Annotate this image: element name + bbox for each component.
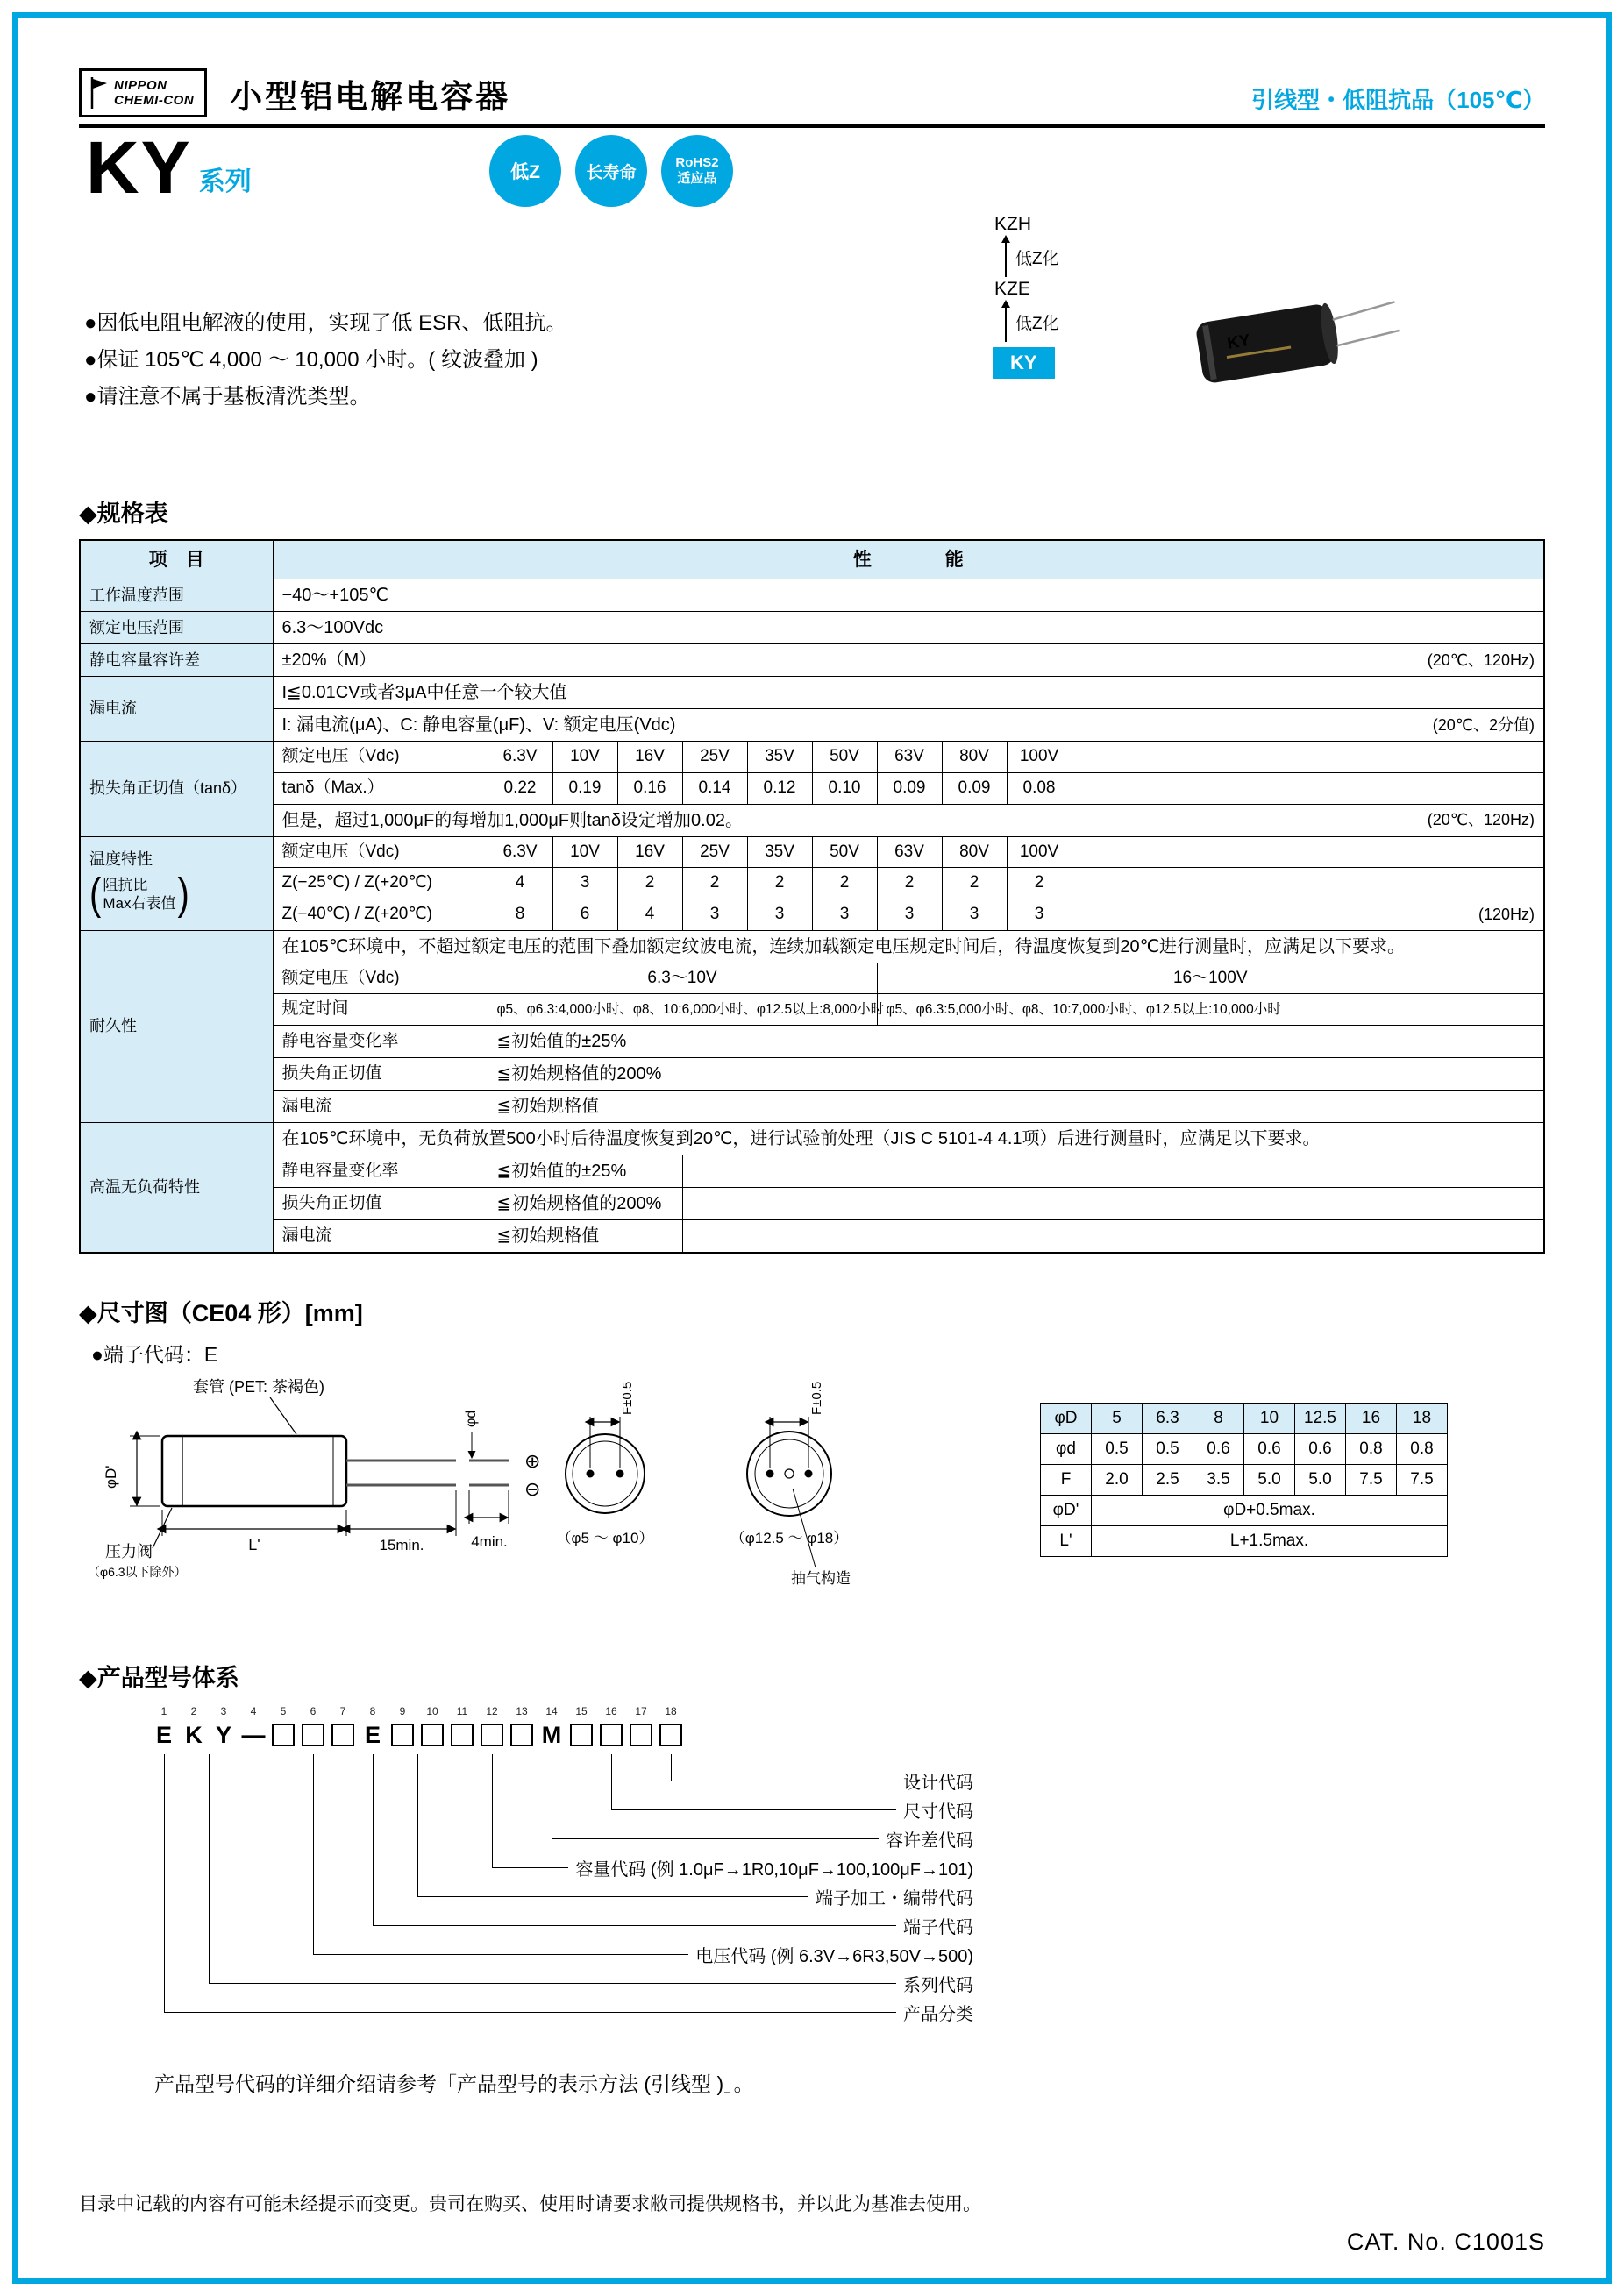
- capacitor-photo: [1177, 272, 1405, 416]
- code-char: K: [185, 1722, 203, 1749]
- dim-cell: 5: [1092, 1404, 1143, 1434]
- z25-cell: 2: [942, 868, 1007, 899]
- tand-remark: 但是，超过1,000μF的每增加1,000μF则tanδ设定增加0.02。: [281, 810, 743, 830]
- connector-line: [373, 1925, 896, 1926]
- dim-cell: 2.0: [1092, 1465, 1143, 1496]
- spec-row-tempchar-voltages: [80, 836, 1544, 868]
- connector-line: [313, 1754, 314, 1954]
- spec-row-endurance-time: [80, 994, 1544, 1026]
- terminal-code: ●端子代码：E: [91, 1343, 218, 1367]
- z40-cell: 3: [1007, 899, 1072, 931]
- feature-list: [84, 305, 567, 416]
- code-box: [481, 1724, 503, 1746]
- spec-row-shelf-tand: [80, 1188, 1544, 1220]
- row-label: 额定电压范围: [80, 612, 273, 644]
- endurance-volt-label: 额定电压（Vdc): [273, 963, 488, 994]
- tempchar-title: 温度特性: [89, 850, 153, 868]
- connector-line: [373, 1754, 374, 1925]
- row-label: 工作温度范围: [80, 579, 273, 612]
- code-field-label: 尺寸代码: [903, 1802, 973, 1823]
- part-number-heading: ◆产品型号体系: [79, 1665, 239, 1692]
- page-title: 小型铝电解电容器: [230, 79, 511, 115]
- f-dim-label: F±0.5: [620, 1381, 635, 1416]
- connector-line: [611, 1809, 896, 1810]
- dim-span-cell: L+1.5max.: [1092, 1526, 1448, 1557]
- tand-voltage-cell: 25V: [682, 742, 747, 773]
- plus-polarity-icon: ⊕: [524, 1450, 541, 1473]
- filler-cell: [682, 1220, 1544, 1254]
- tempchar-voltage-cell: 16V: [617, 836, 682, 868]
- dimension-drawing: [79, 1373, 1008, 1618]
- dim-col-label: L': [1041, 1526, 1092, 1557]
- code-box: [630, 1724, 652, 1746]
- code-box: [451, 1724, 474, 1746]
- connector-line: [417, 1896, 808, 1897]
- z40-cell: 8: [488, 899, 552, 931]
- pressure-valve-label: 压力阀: [105, 1543, 153, 1561]
- z25-cell: 2: [682, 868, 747, 899]
- z25-cell: 3: [552, 868, 617, 899]
- spec-row-temp-range: [80, 579, 1544, 612]
- tand-value-cell: 0.19: [552, 772, 617, 804]
- dim-cell: 3.5: [1193, 1465, 1244, 1496]
- tempchar-voltage-cell: 80V: [942, 836, 1007, 868]
- connector-line: [492, 1754, 493, 1867]
- connector-line: [164, 1754, 165, 2012]
- up-arrow-icon: [1005, 237, 1007, 277]
- feature-item: ●因低电阻电解液的使用，实现了低 ESR、低阻抗。: [84, 311, 567, 335]
- spec-row-endurance-desc: [80, 930, 1544, 963]
- connector-line: [313, 1954, 688, 1955]
- row-value: 6.3～100Vdc: [273, 612, 1544, 644]
- spec-row-tand-values: [80, 772, 1544, 804]
- filler-cell: [682, 1188, 1544, 1220]
- code-field-label: 电压代码 (例 6.3V→6R3,50V→500): [695, 1947, 973, 1967]
- z40-cell: 3: [747, 899, 812, 931]
- feature-badges: [489, 135, 733, 207]
- series-name-group: [86, 126, 252, 209]
- minus-polarity-icon: ⊖: [524, 1478, 541, 1501]
- spec-header-item: 项 目: [80, 540, 273, 579]
- code-char: E: [155, 1722, 172, 1749]
- dim-table-header-row: [1041, 1404, 1448, 1434]
- phiD-dim-label: φD': [103, 1465, 119, 1489]
- tempchar-voltage-cell: 63V: [877, 836, 942, 868]
- code-field-label: 端子加工・编带代码: [816, 1889, 973, 1909]
- dim-span-cell: φD+0.5max.: [1092, 1496, 1448, 1526]
- badge-rohs2: RoHS2 适应品: [661, 135, 733, 207]
- tand-value-cell: 0.09: [877, 772, 942, 804]
- photo-marking: KY: [1225, 331, 1252, 353]
- row-label: 耐久性: [80, 930, 273, 1122]
- connector-line: [209, 1983, 896, 1984]
- z40-cell: 6: [552, 899, 617, 931]
- product-category: 引线型・低阻抗品（105℃）: [1251, 87, 1545, 113]
- series-name: KY: [86, 126, 192, 209]
- capacitor-photo-drawing: [1177, 272, 1405, 412]
- row-label: 损失角正切值（tanδ）: [80, 742, 273, 836]
- criteria-value: ≦初始值的±25%: [488, 1155, 682, 1188]
- z40-label: Z(−40℃) / Z(+20℃): [273, 899, 488, 931]
- row-label: 高温无负荷特性: [80, 1123, 273, 1254]
- tempchar-voltage-cell: 50V: [812, 836, 877, 868]
- z25-cell: 2: [877, 868, 942, 899]
- logo-text: [114, 78, 194, 109]
- row-value: ±20%（M）: [281, 650, 377, 671]
- filler-cell: [1072, 742, 1544, 773]
- z25-cell: 2: [617, 868, 682, 899]
- lineage-arrow: 低Z化: [1005, 237, 1059, 277]
- lead-length-dim-label: 15min.: [379, 1537, 424, 1554]
- dim-cell: 5.0: [1244, 1465, 1295, 1496]
- criteria-value: ≦初始规格值的200%: [488, 1188, 682, 1220]
- dim-cell: 12.5: [1295, 1404, 1346, 1434]
- criteria-label: 静电容量变化率: [273, 1155, 488, 1188]
- code-box: [570, 1724, 593, 1746]
- tempchar-voltage-cell: 100V: [1007, 836, 1072, 868]
- spec-row-endurance-tand: [80, 1058, 1544, 1091]
- dim-cell: 10: [1244, 1404, 1295, 1434]
- tand-voltage-cell: 35V: [747, 742, 812, 773]
- tand-value-cell: 0.12: [747, 772, 812, 804]
- tand-voltage-cell: 80V: [942, 742, 1007, 773]
- criteria-label: 漏电流: [273, 1220, 488, 1254]
- z40-cell: 3: [877, 899, 942, 931]
- endurance-range1: 6.3～10V: [488, 963, 877, 994]
- code-box: [331, 1724, 354, 1746]
- connector-line: [209, 1754, 210, 1983]
- z40-cell: 3: [812, 899, 877, 931]
- logo-flag-icon: [89, 75, 108, 110]
- z40-cell: 3: [682, 899, 747, 931]
- filler-cell: [1072, 868, 1544, 899]
- filler-cell: [682, 1155, 1544, 1188]
- code-field-label: 容许差代码: [886, 1831, 973, 1852]
- dimensions-heading: ◆尺寸图（CE04 形）[mm]: [79, 1300, 363, 1327]
- leakage-legend: I: 漏电流(μA)、C: 静电容量(μF)、V: 额定电压(Vdc): [281, 715, 676, 736]
- lineage-kzh: KZH: [994, 214, 1031, 234]
- L-dim-label: L': [248, 1536, 260, 1554]
- condition-note: (20℃、120Hz): [1427, 650, 1535, 669]
- row-label: 静电容量容许差: [80, 644, 273, 677]
- dim-cell: 5.0: [1295, 1465, 1346, 1496]
- page-footer: [79, 2179, 1545, 2256]
- feature-item: ●保证 105℃ 4,000 ～ 10,000 小时。( 纹波叠加 ): [84, 348, 538, 372]
- code-field-label: 系列代码: [903, 1976, 973, 1996]
- criteria-label: 漏电流: [273, 1091, 488, 1123]
- tand-voltage-cell: 6.3V: [488, 742, 552, 773]
- endurance-time2: φ5、φ6.3:5,000小时、φ8、10:7,000小时、φ12.5以上:10,000小时: [877, 994, 1544, 1026]
- tempchar-volt-label: 额定电压（Vdc): [273, 836, 488, 868]
- code-char: E: [364, 1722, 381, 1749]
- dim-cell: 16: [1346, 1404, 1397, 1434]
- z25-cell: 2: [1007, 868, 1072, 899]
- tand-voltage-cell: 16V: [617, 742, 682, 773]
- criteria-label: 损失角正切值: [273, 1188, 488, 1220]
- row-value: −40～+105℃: [273, 579, 1544, 612]
- criteria-value: ≦初始规格值的200%: [488, 1058, 1544, 1091]
- dim-cell: 0.5: [1092, 1434, 1143, 1465]
- criteria-label: 损失角正切值: [273, 1058, 488, 1091]
- tand-value-cell: 0.16: [617, 772, 682, 804]
- tand-volt-label: 额定电压（Vdc): [273, 742, 488, 773]
- series-lineage-diagram: [993, 214, 1059, 379]
- spec-table: [79, 539, 1545, 1254]
- filler-cell: [1072, 836, 1544, 868]
- logo-line2: CHEMI-CON: [114, 93, 195, 108]
- code-box: [600, 1724, 623, 1746]
- dim-cell: 0.6: [1244, 1434, 1295, 1465]
- sleeve-label: 套管 (PET: 茶褐色): [193, 1378, 325, 1397]
- tempchar-voltage-cell: 25V: [682, 836, 747, 868]
- spec-row-z40: [80, 899, 1544, 931]
- code-box: [272, 1724, 295, 1746]
- criteria-label: 静电容量变化率: [273, 1026, 488, 1058]
- f-dim-label: F±0.5: [809, 1381, 824, 1416]
- criteria-value: ≦初始规格值: [488, 1220, 682, 1254]
- dim-cell: 7.5: [1346, 1465, 1397, 1496]
- part-number-code-row: 1 E 2 K 3 Y 4 — 5 6 7 8 E 9 10 11 12 13 14 M 15 16 17 18: [149, 1705, 973, 1750]
- spec-row-endurance-cap: [80, 1026, 1544, 1058]
- spec-header-row: [80, 540, 1544, 579]
- code-char: M: [541, 1722, 562, 1749]
- dimension-table: [1040, 1403, 1448, 1557]
- filler-cell: [1072, 772, 1544, 804]
- spec-row-cap-tolerance: [80, 644, 1544, 677]
- row-label: [80, 836, 273, 930]
- phid-dim-label: φd: [464, 1410, 479, 1428]
- condition-note: (20℃、2分值): [1432, 715, 1535, 734]
- series-suffix: 系列: [198, 167, 252, 196]
- z25-cell: 2: [747, 868, 812, 899]
- endurance-description: 在105℃环境中，不超过额定电压的范围下叠加额定纹波电流，连续加载额定电压规定时间后，待温度恢复到20℃进行测量时，应满足以下要求。: [273, 930, 1544, 963]
- endurance-range2: 16～100V: [877, 963, 1544, 994]
- code-box: [302, 1724, 324, 1746]
- end-view2-label: （φ12.5 ～ φ18）: [730, 1530, 849, 1547]
- dim-cell: 6.3: [1143, 1404, 1193, 1434]
- z25-label: Z(−25℃) / Z(+20℃): [273, 868, 488, 899]
- tand-max-label: tanδ（Max.）: [273, 772, 488, 804]
- dim-cell: 18: [1397, 1404, 1448, 1434]
- code-box: [421, 1724, 444, 1746]
- dim-cell: 7.5: [1397, 1465, 1448, 1496]
- series-section: [79, 126, 1545, 494]
- tempchar-subtitle: ( 阻抗比 Max右表值 ): [89, 871, 264, 917]
- spec-row-z25: [80, 868, 1544, 899]
- disclaimer-note: 目录中记载的内容有可能未经提示而变更。贵司在购买、使用时请要求敝司提供规格书，并以此为基准去使用。: [79, 2194, 981, 2214]
- pressure-valve-note: （φ6.3以下除外）: [88, 1565, 187, 1580]
- dim-cell: 0.8: [1397, 1434, 1448, 1465]
- dim-col-label: φd: [1041, 1434, 1092, 1465]
- condition-note: (20℃、120Hz): [1427, 810, 1535, 828]
- tip-length-dim-label: 4min.: [471, 1533, 508, 1551]
- tand-value-cell: 0.10: [812, 772, 877, 804]
- dim-col-label: φD': [1041, 1496, 1092, 1526]
- catalog-number: CAT. No. C1001S: [1346, 2228, 1545, 2255]
- spec-row-leakage: [80, 677, 1544, 709]
- header: [79, 68, 1545, 128]
- criteria-value: ≦初始规格值: [488, 1091, 1544, 1123]
- lineage-arrow: 低Z化: [1005, 302, 1059, 342]
- part-number-diagram: [149, 1705, 973, 2038]
- dim-cell: 0.8: [1346, 1434, 1397, 1465]
- big-paren-left: (: [89, 870, 102, 919]
- dim-col-label: F: [1041, 1465, 1092, 1496]
- connector-line: [417, 1754, 418, 1896]
- z25-cell: 2: [812, 868, 877, 899]
- tand-voltage-cell: 100V: [1007, 742, 1072, 773]
- criteria-value: ≦初始值的±25%: [488, 1026, 1544, 1058]
- dim-cell: 0.6: [1193, 1434, 1244, 1465]
- condition-note: (120Hz): [1072, 899, 1544, 931]
- tand-value-cell: 0.22: [488, 772, 552, 804]
- tand-voltage-cell: 10V: [552, 742, 617, 773]
- tand-value-cell: 0.08: [1007, 772, 1072, 804]
- tand-value-cell: 0.09: [942, 772, 1007, 804]
- badge-long-life: 长寿命: [575, 135, 647, 207]
- spec-row-shelf-cap: [80, 1155, 1544, 1188]
- code-field-label: 容量代码 (例 1.0μF→1R0,10μF→100,100μF→101): [575, 1860, 973, 1880]
- spec-row-voltage-range: [80, 612, 1544, 644]
- dim-table-row: [1041, 1434, 1448, 1465]
- connector-line: [164, 2012, 896, 2013]
- code-char: Y: [215, 1722, 231, 1749]
- part-number-note: 产品型号代码的详细介绍请参考「产品型号的表示方法 (引线型 )」。: [154, 2072, 754, 2096]
- dim-cell: 0.5: [1143, 1434, 1193, 1465]
- spec-row-endurance-ranges: [80, 963, 1544, 994]
- feature-item: ●请注意不属于基板清洗类型。: [84, 385, 371, 409]
- vent-label: 抽气构造: [791, 1570, 851, 1588]
- logo-line1: NIPPON: [114, 77, 167, 93]
- dim-cell: 8: [1193, 1404, 1244, 1434]
- code-field-label: 设计代码: [903, 1774, 973, 1794]
- lineage-ky-box: KY: [993, 347, 1055, 379]
- z40-cell: 3: [942, 899, 1007, 931]
- leakage-formula: I≦0.01CV或者3μA中任意一个较大值: [273, 677, 1544, 709]
- code-box: [659, 1724, 682, 1746]
- end-view1-label: （φ5 ～ φ10）: [556, 1530, 654, 1547]
- spec-row-endurance-leak: [80, 1091, 1544, 1123]
- spec-row-tand-remark: [80, 804, 1544, 836]
- dim-col-label: φD: [1041, 1404, 1092, 1434]
- connector-line: [552, 1838, 879, 1839]
- z40-cell: 4: [617, 899, 682, 931]
- row-label: 漏电流: [80, 677, 273, 742]
- spec-row-shelf-leak: [80, 1220, 1544, 1254]
- big-paren-right: ): [177, 870, 189, 919]
- endurance-time1: φ5、φ6.3:4,000小时、φ8、10:6,000小时、φ12.5以上:8,000小时: [488, 994, 877, 1026]
- tand-voltage-cell: 50V: [812, 742, 877, 773]
- connector-line: [492, 1867, 568, 1868]
- tand-voltage-cell: 63V: [877, 742, 942, 773]
- spec-heading: ◆规格表: [79, 501, 168, 527]
- tand-value-cell: 0.14: [682, 772, 747, 804]
- badge-low-z: 低Z: [489, 135, 561, 207]
- tempchar-voltage-cell: 10V: [552, 836, 617, 868]
- up-arrow-icon: [1005, 302, 1007, 342]
- spec-row-leakage-2: [80, 709, 1544, 742]
- dim-table-row: [1041, 1496, 1448, 1526]
- spec-row-shelf-desc: [80, 1123, 1544, 1155]
- code-char: —: [241, 1722, 266, 1749]
- code-field-label: 产品分类: [903, 2005, 973, 2025]
- tempchar-voltage-cell: 35V: [747, 836, 812, 868]
- spec-header-performance: 性 能: [273, 540, 1544, 579]
- dim-table-row: [1041, 1526, 1448, 1557]
- shelf-description: 在105℃环境中，无负荷放置500小时后待温度恢复到20℃，进行试验前处理（JIS C 5101-4 4.1项）后进行测量时，应满足以下要求。: [273, 1123, 1544, 1155]
- dimensions-section: [79, 1373, 1545, 1618]
- tempchar-voltage-cell: 6.3V: [488, 836, 552, 868]
- spec-row-tand-voltages: [80, 742, 1544, 773]
- code-field-label: 端子代码: [903, 1918, 973, 1938]
- z25-cell: 4: [488, 868, 552, 899]
- lineage-kze: KZE: [994, 279, 1030, 299]
- endurance-time-label: 规定时间: [273, 994, 488, 1026]
- code-box: [391, 1724, 414, 1746]
- dim-cell: 2.5: [1143, 1465, 1193, 1496]
- code-box: [510, 1724, 533, 1746]
- dim-table-row: [1041, 1465, 1448, 1496]
- dim-cell: 0.6: [1295, 1434, 1346, 1465]
- nippon-chemicon-logo: [79, 68, 207, 117]
